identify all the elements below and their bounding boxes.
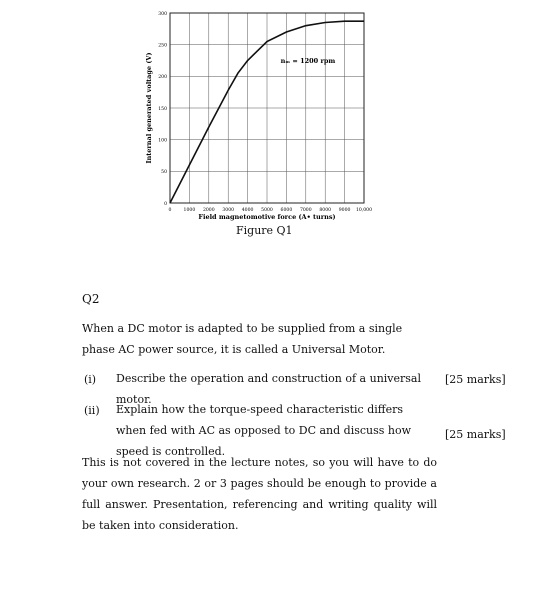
magnetization-curve-chart [140,5,380,223]
y-tick-label: 300 [158,11,167,17]
x-tick-label: 10,000 [355,208,373,213]
part-ii-text: Explain how the torque-speed characteristic differs when fed with AC as opposed to DC and discuss how speed is controlled. [116,403,412,458]
part-i-text: Describe the operation and construction of a universal motor. [116,372,421,406]
research-note: This is not covered in the lecture notes, so you will have to do your own research. 2 or 3 pages should be enough to provide a full answer. Presentation, referencing and writing quality will be taken into consideration. [82,456,437,532]
y-tick-label: 50 [161,170,167,176]
y-tick-label: 200 [158,75,167,81]
part-i-marks: [25 marks] [445,373,506,386]
x-tick-label: 6000 [280,208,293,213]
part-ii-number: (ii) [84,404,100,417]
y-axis-label: Internal generated voltage (V) [145,52,153,164]
x-tick-label: 9000 [338,208,351,213]
y-tick-label: 100 [158,138,167,144]
x-tick-label: 0 [168,208,172,213]
part-ii-marks: [25 marks] [445,428,506,441]
y-tick-labels [158,11,167,207]
x-tick-label: 8000 [319,208,332,213]
x-tick-label: 2000 [202,208,215,213]
x-tick-label: 4000 [241,208,254,213]
x-tick-label: 7000 [299,208,312,213]
x-tick-label: 3000 [222,208,235,213]
question-label: Q2 [82,292,100,306]
part-i-number: (i) [84,373,97,386]
y-tick-label: 250 [158,43,167,49]
x-tick-label: 1000 [183,208,196,213]
speed-annotation: nₘ = 1200 rpm [280,57,336,65]
question-intro: When a DC motor is adapted to be supplied from a single phase AC power source, it is called a Universal Motor. [82,322,403,356]
figure-caption: Figure Q1 [236,224,293,237]
y-tick-label: 0 [164,201,167,207]
x-tick-label: 5000 [261,208,273,213]
y-tick-label: 150 [158,106,167,112]
x-axis-label: Field magnetomotive force (A• turns) [198,213,336,221]
